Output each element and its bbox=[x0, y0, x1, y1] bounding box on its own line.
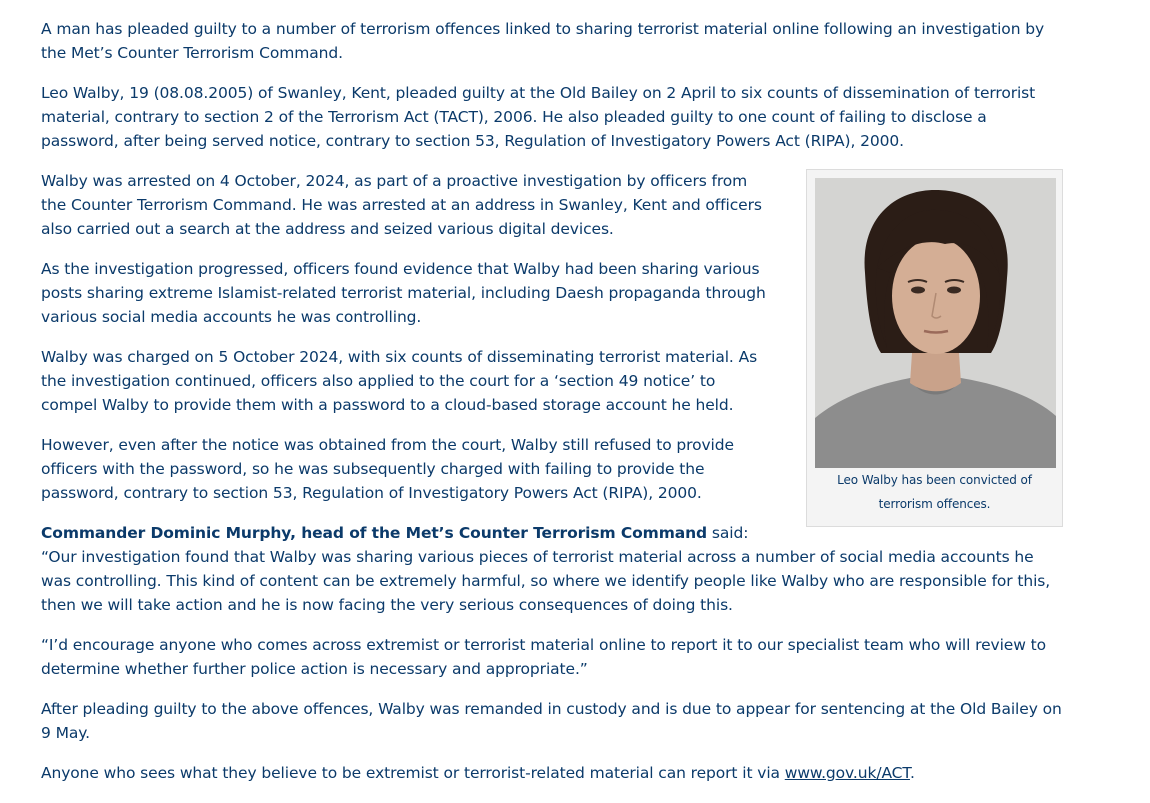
paragraph-quote bbox=[41, 521, 1063, 617]
paragraph-quote-continued: “I’d encourage anyone who comes across extremist or terrorist material online to report it to our specialist team who will review to determine whether further police action is necessary and appropriate.” bbox=[41, 636, 1047, 678]
quote-speaker: Commander Dominic Murphy, head of the Met’s Counter Terrorism Command bbox=[41, 524, 708, 542]
photo-caption: Leo Walby has been convicted of terrorism offences. bbox=[837, 473, 1032, 511]
quote-text: said: “Our investigation found that Walby was sharing various pieces of terrorist material across a number of social media accounts he was controlling. This kind of content can be extremely harmful, so where we identify people like Walby who are responsible for this, then we will take action and he is now facing the very serious consequences of doing this. bbox=[41, 524, 1051, 614]
photo-figure bbox=[806, 169, 1063, 527]
paragraph-charge: Walby was charged on 5 October 2024, with six counts of disseminating terrorist material. As the investigation continued, officers also applied to the court for a ‘section 49 notice’ to compel Walby to provide them with a password to a cloud-based storage account he held. bbox=[41, 348, 758, 414]
suspect-photo bbox=[815, 178, 1056, 468]
paragraph-arrest: Walby was arrested on 4 October, 2024, as part of a proactive investigation by officers from the Counter Terrorism Command. He was arrested at an address in Swanley, Kent and officers also carried out a search at the address and seized various digital devices. bbox=[41, 172, 762, 238]
paragraph-sentencing: After pleading guilty to the above offences, Walby was remanded in custody and is due to appear for sentencing at the Old Bailey on 9 May. bbox=[41, 700, 1062, 742]
paragraph-report bbox=[41, 761, 1063, 785]
paragraph-plea: Leo Walby, 19 (08.08.2005) of Swanley, Kent, pleaded guilty at the Old Bailey on 2 April to six counts of dissemination of terrorist material, contrary to section 2 of the Terrorism Act (TACT), 2006. He also pleaded guilty to one count of failing to disclose a password, after being served notice, contrary to section 53, Regulation of Investigatory Powers Act (RIPA), 2000. bbox=[41, 84, 1036, 150]
report-text-end: . bbox=[909, 764, 915, 782]
paragraph-evidence: As the investigation progressed, officers found evidence that Walby had been sharing various posts sharing extreme Islamist-related terrorist material, including Daesh propaganda through various social media accounts he was controlling. bbox=[41, 260, 766, 326]
paragraph-intro: A man has pleaded guilty to a number of terrorism offences linked to sharing terrorist material online following an investigation by the Met’s Counter Terrorism Command. bbox=[41, 20, 1045, 62]
report-text: Anyone who sees what they believe to be extremist or terrorist-related material can report it via bbox=[41, 764, 785, 782]
article-body bbox=[41, 17, 1063, 801]
paragraph-refusal: However, even after the notice was obtained from the court, Walby still refused to provide officers with the password, so he was subsequently charged with failing to provide the password, contrary to section 53, Regulation of Investigatory Powers Act (RIPA), 2000. bbox=[41, 436, 734, 502]
report-link[interactable]: www.gov.uk/ACT bbox=[784, 764, 910, 782]
